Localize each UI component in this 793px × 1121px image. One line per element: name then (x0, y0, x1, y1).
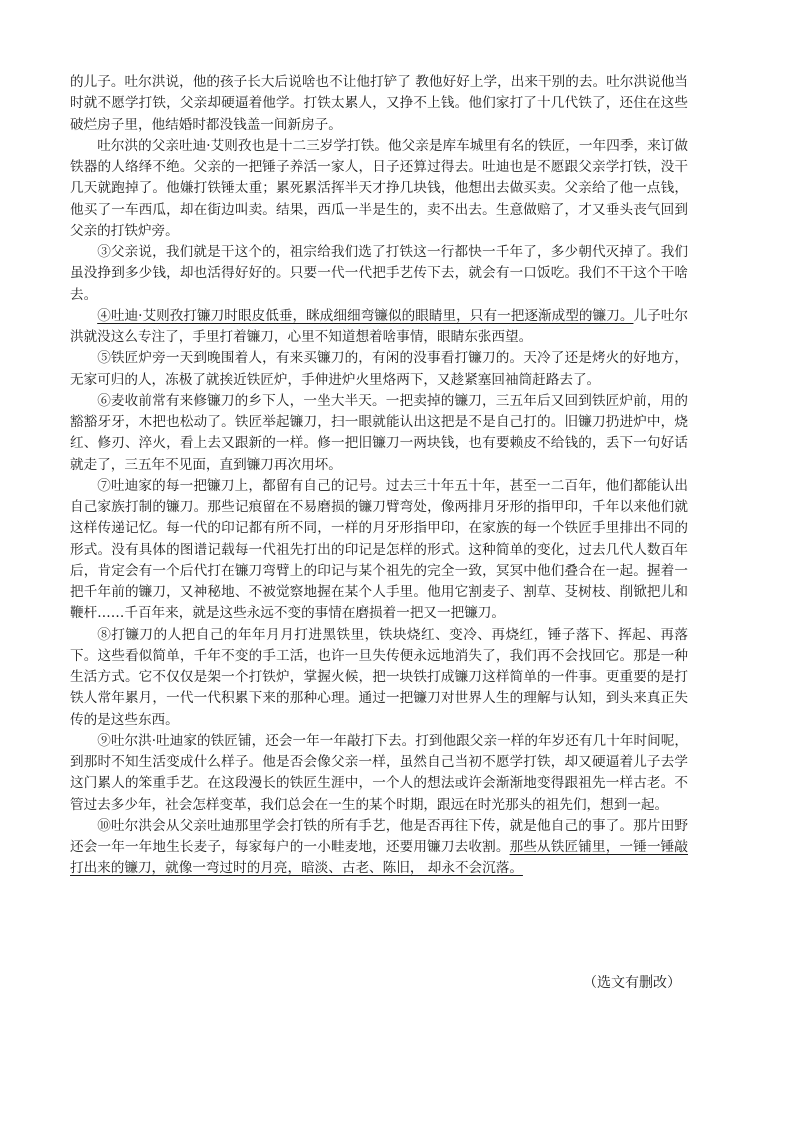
paragraph-4 (70, 306, 688, 349)
underlined-sentence-4: ④吐迪·艾则孜打镰刀时眼皮低垂，眯成细细弯镰似的眼睛里，只有一把逐渐成型的镰刀。 (97, 307, 634, 324)
paragraph-continued: 的儿子。吐尔洪说，他的孩子长大后说啥也不让他打铲了 教他好好上学，出来干别的去。吐尔洪说他当时就不愿学打铁，父亲却硬逼着他学。打铁太累人，又挣不上钱。他们家打了十几代铁了，还住在这些破烂房子里，他结婚时都没钱盖一间新房子。 (70, 74, 688, 133)
paragraph-2: 吐尔洪的父亲吐迪·艾则孜也是十二三岁学打铁。他父亲是库车城里有名的铁匠，一年四季，来订做铁器的人络绎不绝。父亲的一把锤子养活一家人，日子还算过得去。吐迪也是不愿跟父亲学打铁，没干几天就跑掉了。他嫌打铁锤太重；累死累活挥半天才挣几块钱，他想出去做买卖。父亲给了他一点钱，他买了一车西瓜，却在街边叫卖。结果，西瓜一半是生的，卖不出去。生意做赔了，才又垂头丧气回到父亲的打铁炉旁。 (70, 137, 688, 239)
paragraph-8: ⑧打镰刀的人把自己的年年月月打进黑铁里，铁块烧红、变冷、再烧红，锤子落下、挥起、再落下。这些看似简单，千年不变的手工活，也许一旦失传便永远地消失了，我们再不会找回它。那是一种生活方式。它不仅仅是架一个打铁炉，掌握火候，把一块铁打成镰刀这样简单的一件事。更重要的是打铁人常年累月，一代一代积累下来的那种心理。通过一把镰刀对世界人生的理解与认知，到头来真正失传的是这些东西。 (70, 626, 688, 728)
article-body (70, 72, 688, 880)
paragraph-5: ⑤铁匠炉旁一天到晚围着人，有来买镰刀的，有闲的没事看打镰刀的。天冷了还是烤火的好地方，无家可归的人，冻极了就挨近铁匠炉，手伸进炉火里烙两下，又趁紧塞回袖筒赶路去了。 (70, 350, 688, 388)
underlined-sentence-10: 那些从铁匠铺里，一锤一锤敲打出来的镰刀，就像一弯过时的月亮，暗淡、古老、陈旧， 却永不会沉落。 (70, 839, 689, 877)
paragraph-6: ⑥麦收前常有来修镰刀的乡下人，一坐大半天。一把卖掉的镰刀，三五年后又回到铁匠炉前，用的豁豁牙牙，木把也松动了。铁匠举起镰刀，扫一眼就能认出这把是不是自己打的。旧镰刀扔进炉中，烧红、修刃、淬火，看上去又跟新的一样。修一把旧镰刀一两块钱，也有要赖皮不给钱的，丢下一句好话就走了，三五年不见面，直到镰刀再次用坏。 (70, 392, 688, 473)
paragraph-10-text: ⑩吐尔洪会从父亲吐迪那里学会打铁的所有手艺，他是否再往下传，就是他自己的事了。那片田野还会一年一年地生长麦子，每家每户的一小畦麦地，还要用镰刀去收割。 (70, 817, 688, 855)
paragraph-3: ③父亲说，我们就是干这个的，祖宗给我们选了打铁这一行都快一千年了，多少朝代灭掉了。我们虽没挣到多少钱，却也活得好好的。只要一代一代把手艺传下去，就会有一口饭吃。我们不干这个干啥去。 (70, 244, 688, 303)
paragraph-4-rest: 儿子吐尔洪就没这么专注了，手里打着镰刀，心里不知道想着啥事情，眼睛东张西望。 (70, 307, 688, 345)
paragraph-10 (70, 816, 688, 880)
paragraph-7: ⑦吐迪家的每一把镰刀上，都留有自己的记号。过去三十年五十年，甚至一二百年，他们都能认出自己家族打制的镰刀。那些记痕留在不易磨损的镰刀臂弯处，像两排月牙形的指甲印，千年以来他们就这样传递记忆。每一代的印记都有所不同，一样的月牙形指甲印，在家族的每一个铁匠手里排出不同的形式。没有具体的图谱记载每一代祖先打出的印记是怎样的形式。这种简单的变化，过去几代人数百年后，肯定会有一个后代打在镰刀弯臂上的印记与某个祖先的完全一致，冥冥中他们叠合在一起。握着一把千年前的镰刀，又神秘地、不被觉察地握在某个人手里。他用它割麦子、割草、芟树枝、削锨把儿和鞭杆……千百年来，就是这些永远不变的事情在磨损着一把又一把镰刀。 (70, 477, 688, 622)
source-note: （选文有删改） (583, 975, 681, 991)
paragraph-9: ⑨吐尔洪·吐迪家的铁匠铺，还会一年一年敲打下去。打到他跟父亲一样的年岁还有几十年时间呢，到那时不知生活变成什么样子。他是否会像父亲一样，虽然自己当初不愿学打铁，却又硬逼着儿子去学这门累人的笨重手艺。在这段漫长的铁匠生涯中，一个人的想法或许会渐渐地变得跟祖先一样古老。不管过去多少年，社会怎样变革，我们总会在一生的某个时期，跟远在时光那头的祖先们，想到一起。 (70, 732, 688, 813)
